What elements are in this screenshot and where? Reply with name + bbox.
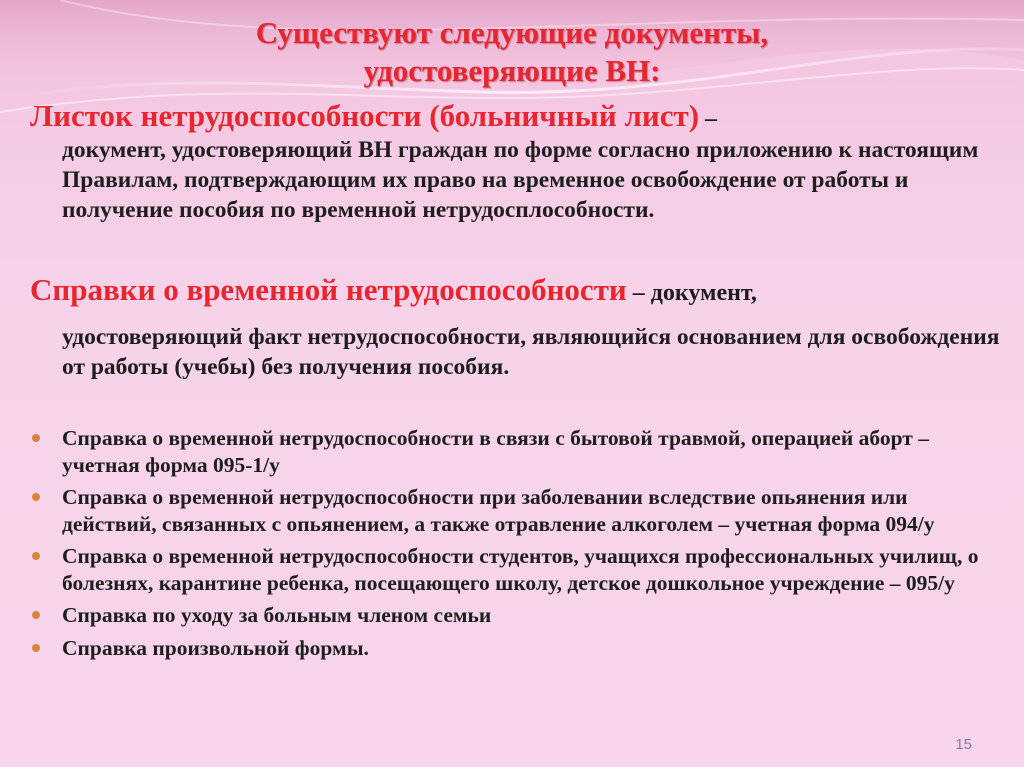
list-item xyxy=(30,484,1005,537)
bullet-dot-icon xyxy=(32,552,40,560)
list-item xyxy=(30,425,1005,478)
definition-sick-leave-heading xyxy=(30,98,1010,137)
definition-term: Листок нетрудоспособности (больничный лист) xyxy=(30,98,700,133)
list-item xyxy=(30,635,1005,662)
page-number: 15 xyxy=(955,736,972,753)
definition-certificate-heading xyxy=(30,272,1010,311)
list-item-text: Справка произвольной формы. xyxy=(62,635,369,660)
list-item xyxy=(30,602,1005,629)
bullet-dot-icon xyxy=(32,611,40,619)
list-item-text: Справка о временной нетрудоспособности при заболевании вследствие опьянения или действий, связанных с опьянением, а также отравление алкоголем – учетная форма 094/у xyxy=(62,485,935,536)
bullet-dot-icon xyxy=(32,493,40,501)
definition-certificate-text: удостоверяющий факт нетрудоспособности, являющийся основанием для освобождения от работы (учебы) без получения пособия. xyxy=(62,324,1000,380)
definition-term: Справки о временной нетрудоспособности xyxy=(30,272,627,307)
definition-dash: – документ, xyxy=(626,280,757,306)
slide-title-line-1: Существуют следующие документы, xyxy=(255,15,769,50)
slide-title-line-2: удостоверяющие ВН: xyxy=(363,53,661,88)
list-item-text: Справка о временной нетрудоспособности студентов, учащихся профессиональных училищ, о болезнях, карантине ребенка, посещающего школу, детское дошкольное учреждение – 095/у xyxy=(62,544,979,595)
certificate-types-list xyxy=(30,425,1005,667)
bullet-dot-icon xyxy=(32,434,40,442)
list-item-text: Справка по уходу за больным членом семьи xyxy=(62,603,492,627)
list-item xyxy=(30,543,1005,596)
list-item-text: Справка о временной нетрудоспособности в связи с бытовой травмой, операцией аборт – учетная форма 095-1/у xyxy=(62,426,929,477)
definition-sick-leave-text: документ, удостоверяющий ВН граждан по форме согласно приложению к настоящим Правилам, подтверждающим их право на временное освобождение от работы и получение пособия по временной нетрудосплособности. xyxy=(62,137,979,223)
definition-dash: – xyxy=(699,106,718,132)
bullet-dot-icon xyxy=(32,644,40,652)
